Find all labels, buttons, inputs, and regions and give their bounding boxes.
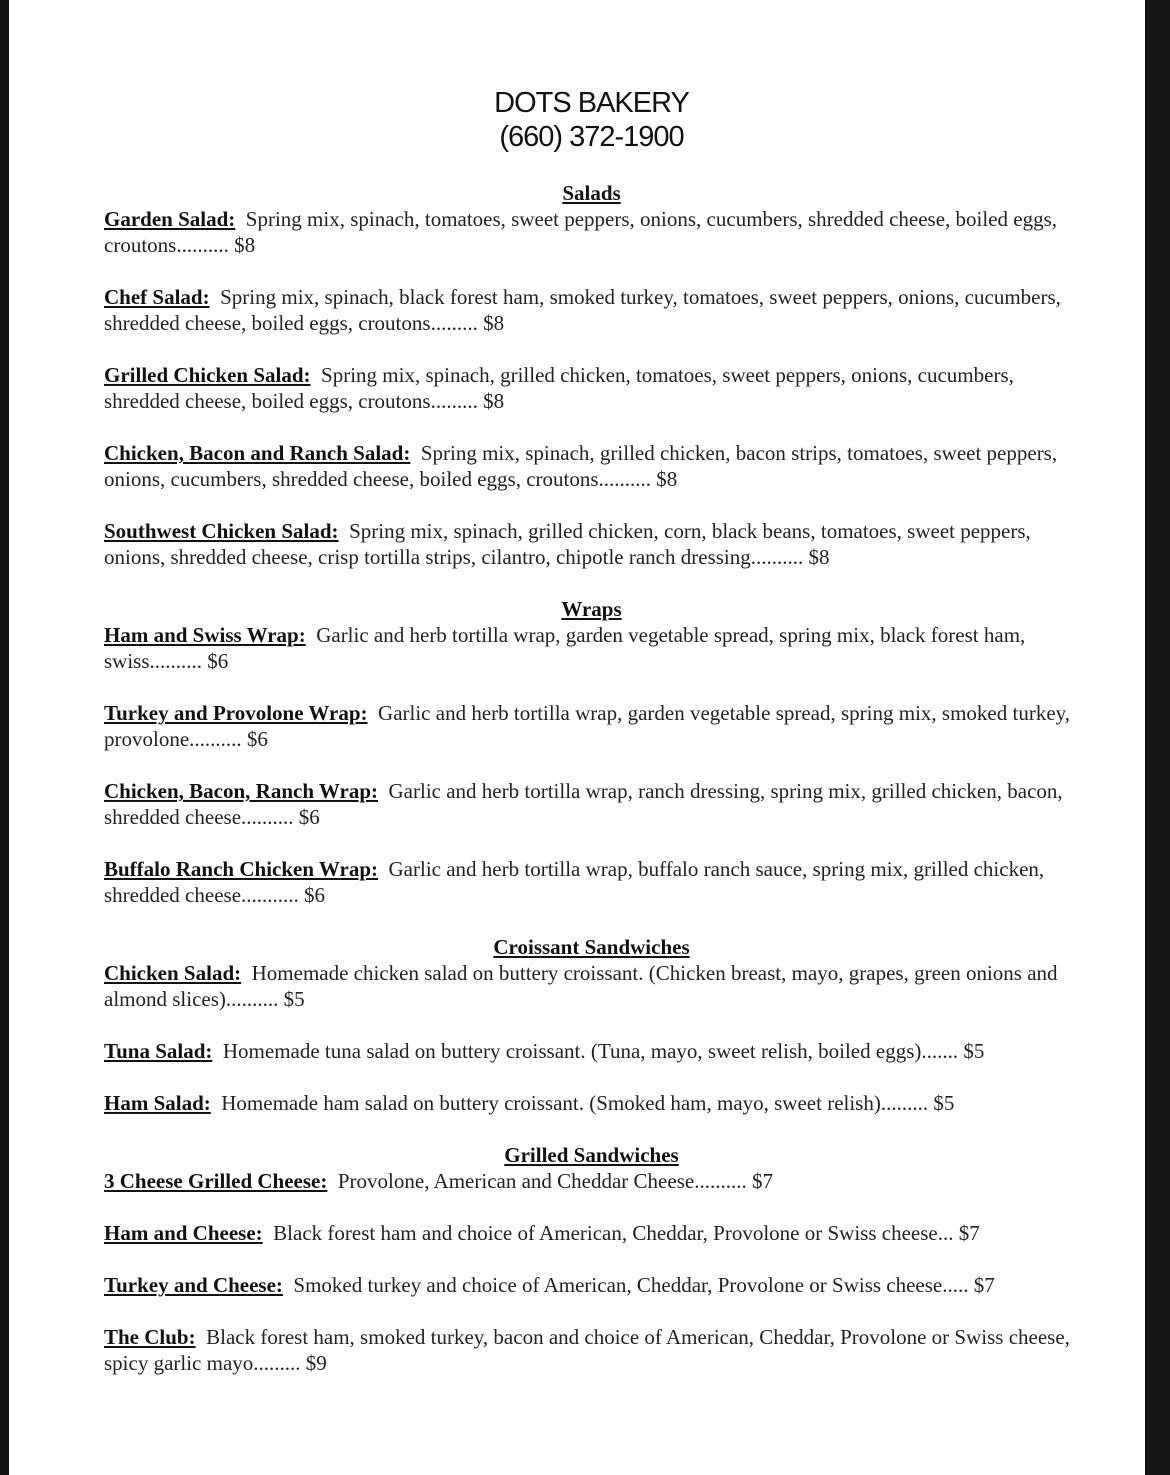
menu-item (104, 206, 1079, 258)
section-title: Grilled Sandwiches (504, 1143, 679, 1167)
item-name: Tuna Salad: (104, 1039, 213, 1063)
item-name: Buffalo Ranch Chicken Wrap: (104, 857, 379, 881)
menu-item (104, 1272, 1079, 1298)
menu-item (104, 700, 1079, 752)
section-grilled-sandwiches (104, 1142, 1079, 1376)
item-description: Black forest ham, smoked turkey, bacon and choice of American, Cheddar, Provolone or Swiss cheese, spicy garlic mayo......... $9 (104, 1325, 1070, 1375)
menu-item (104, 440, 1079, 492)
section-title: Salads (562, 181, 621, 205)
menu-item (104, 1038, 1079, 1064)
item-description: Homemade chicken salad on buttery croissant. (Chicken breast, mayo, grapes, green onions and almond slices).......... $5 (104, 961, 1058, 1011)
item-name: The Club: (104, 1325, 196, 1349)
item-description: Spring mix, spinach, tomatoes, sweet peppers, onions, cucumbers, shredded cheese, boiled eggs, croutons.......... $8 (104, 207, 1058, 257)
business-phone: (660) 372-1900 (499, 121, 684, 153)
section-croissant-sandwiches (104, 934, 1079, 1116)
item-description: Spring mix, spinach, black forest ham, smoked turkey, tomatoes, sweet peppers, onions, cucumbers, shredded cheese, boiled eggs, croutons......... $8 (104, 285, 1061, 335)
item-description: Black forest ham and choice of American, Cheddar, Provolone or Swiss cheese... $7 (273, 1221, 980, 1245)
item-description: Spring mix, spinach, grilled chicken, bacon strips, tomatoes, sweet peppers, onions, cucumbers, shredded cheese, boiled eggs, croutons.......... $8 (104, 441, 1058, 491)
item-description: Homemade ham salad on buttery croissant. (Smoked ham, mayo, sweet relish)......... $5 (221, 1091, 955, 1115)
menu-item (104, 362, 1079, 414)
item-description: Homemade tuna salad on buttery croissant. (Tuna, mayo, sweet relish, boiled eggs)....... $5 (222, 1039, 985, 1063)
item-description: Provolone, American and Cheddar Cheese.......... $7 (337, 1169, 773, 1193)
menu-item (104, 1220, 1079, 1246)
item-name: Chef Salad: (104, 285, 210, 309)
item-description: Garlic and herb tortilla wrap, garden vegetable spread, spring mix, black forest ham, swiss.......... $6 (104, 623, 1026, 673)
item-description: Garlic and herb tortilla wrap, garden vegetable spread, spring mix, smoked turkey, provolone.......... $6 (104, 701, 1071, 751)
menu-item (104, 778, 1079, 830)
menu-item (104, 284, 1079, 336)
item-name: Grilled Chicken Salad: (104, 363, 311, 387)
menu-item (104, 1090, 1079, 1116)
item-name: Ham and Cheese: (104, 1221, 263, 1245)
menu-item (104, 1324, 1079, 1376)
item-name: 3 Cheese Grilled Cheese: (104, 1169, 328, 1193)
item-name: Ham and Swiss Wrap: (104, 623, 306, 647)
section-wraps (104, 596, 1079, 908)
menu-item (104, 1168, 1079, 1194)
item-name: Chicken, Bacon and Ranch Salad: (104, 441, 411, 465)
item-name: Garden Salad: (104, 207, 236, 231)
item-description: Smoked turkey and choice of American, Cheddar, Provolone or Swiss cheese..... $7 (293, 1273, 995, 1297)
item-description: Spring mix, spinach, grilled chicken, tomatoes, sweet peppers, onions, cucumbers, shredded cheese, boiled eggs, croutons......... $8 (104, 363, 1014, 413)
item-name: Turkey and Cheese: (104, 1273, 283, 1297)
right-edge-border (1145, 0, 1170, 1475)
menu-document (104, 86, 1079, 1376)
business-name: DOTS BAKERY (494, 87, 689, 119)
item-name: Chicken Salad: (104, 961, 242, 985)
item-description: Garlic and herb tortilla wrap, ranch dressing, spring mix, grilled chicken, bacon, shredded cheese.......... $6 (104, 779, 1063, 829)
item-name: Southwest Chicken Salad: (104, 519, 339, 543)
item-name: Ham Salad: (104, 1091, 211, 1115)
menu-item (104, 856, 1079, 908)
item-name: Turkey and Provolone Wrap: (104, 701, 368, 725)
section-title: Croissant Sandwiches (493, 935, 690, 959)
item-description: Garlic and herb tortilla wrap, buffalo ranch sauce, spring mix, grilled chicken, shredded cheese........... $6 (104, 857, 1045, 907)
left-edge-border (0, 0, 9, 1475)
item-name: Chicken, Bacon, Ranch Wrap: (104, 779, 379, 803)
item-description: Spring mix, spinach, grilled chicken, corn, black beans, tomatoes, sweet peppers, onions, shredded cheese, crisp tortilla strips, cilantro, chipotle ranch dressing.......... $8 (104, 519, 1031, 569)
section-title: Wraps (561, 597, 622, 621)
menu-item (104, 518, 1079, 570)
menu-header (104, 86, 1079, 154)
menu-item (104, 622, 1079, 674)
section-salads (104, 180, 1079, 570)
menu-item (104, 960, 1079, 1012)
